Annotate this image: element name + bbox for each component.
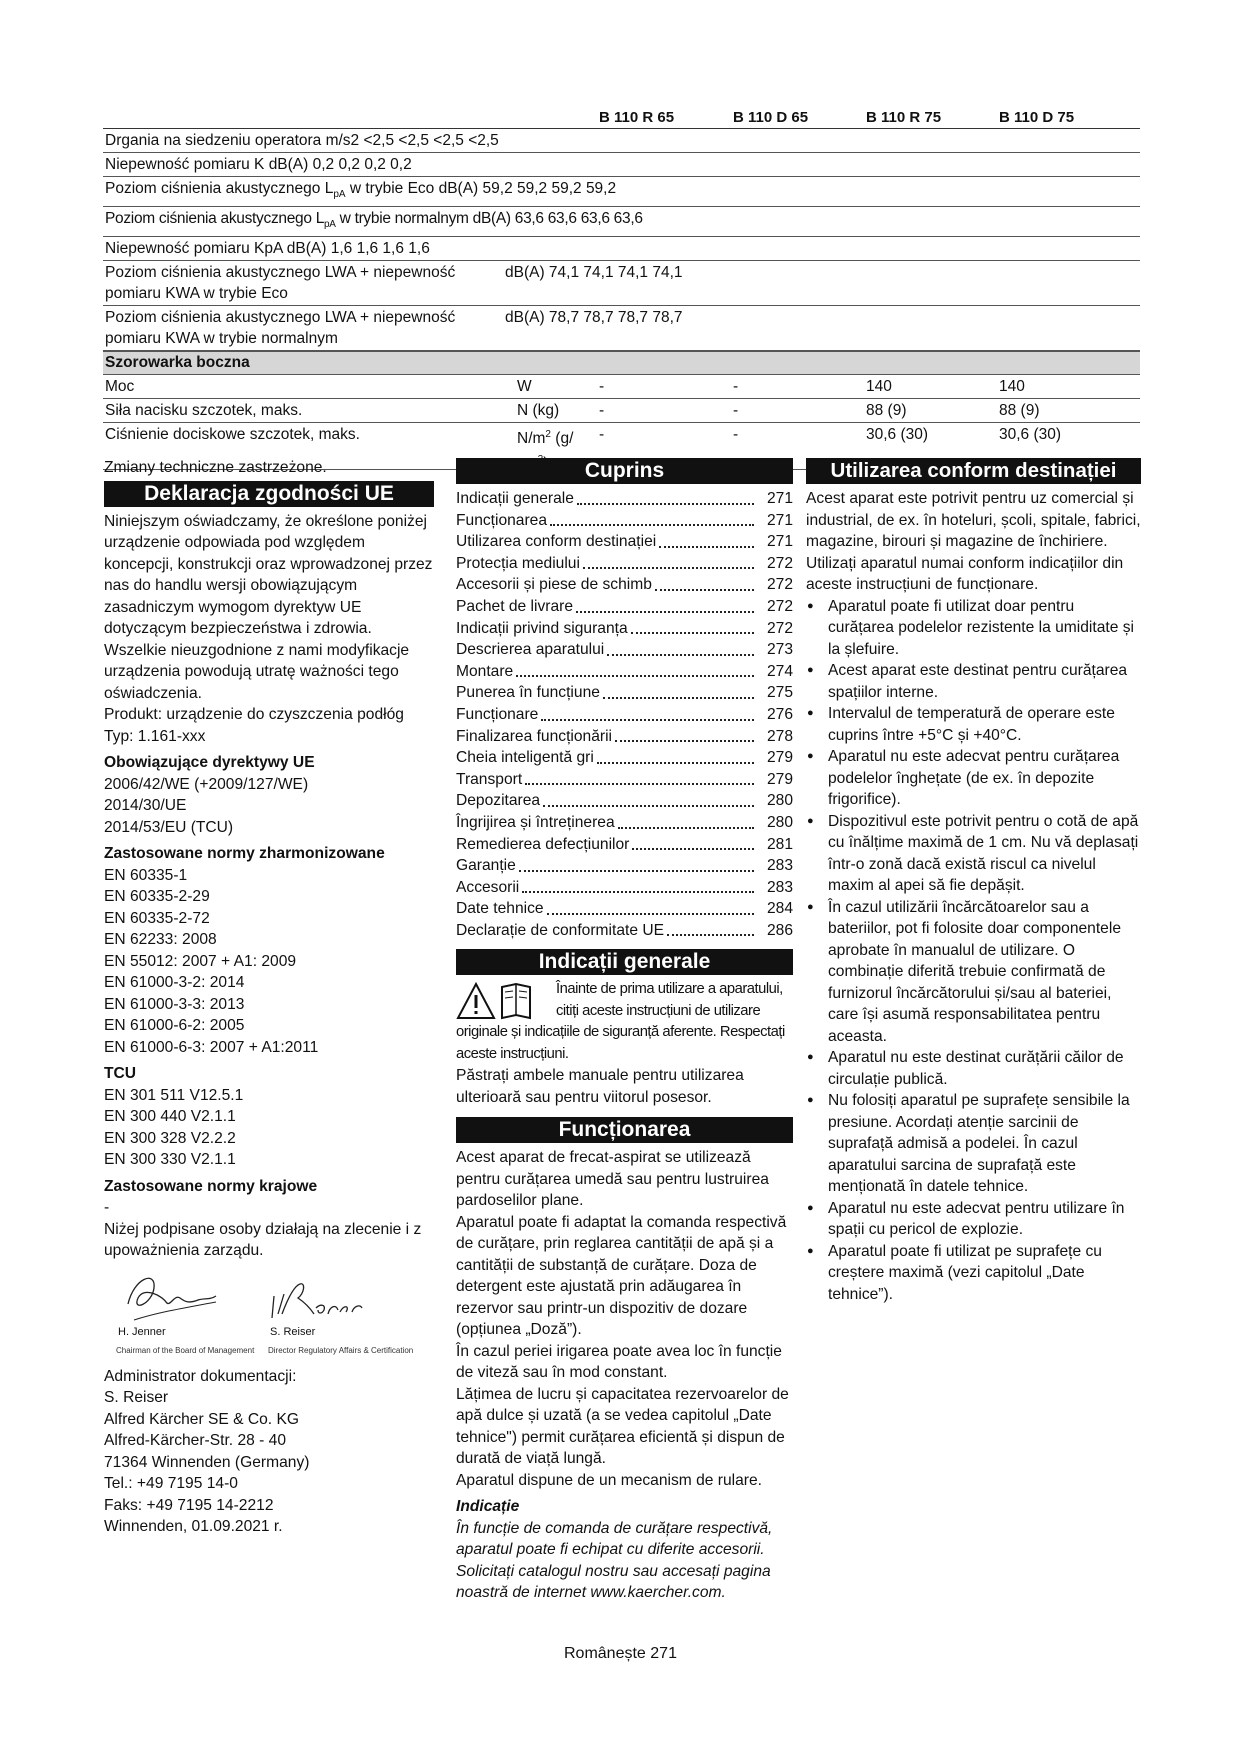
- national-norms-title: Zastosowane normy krajowe: [104, 1177, 318, 1195]
- function-text: În cazul periei irigarea poate avea loc în funcție de viteză sau în mod constant.: [456, 1342, 782, 1382]
- toc-item[interactable]: Accesorii și piese de schimb 272: [456, 576, 793, 594]
- address-line: Alfred Kärcher SE & Co. KG: [104, 1410, 299, 1428]
- toc-item[interactable]: Punerea în funcțiune 275: [456, 684, 793, 702]
- table-row: Niepewność pomiaru KpA dB(A) 1,6 1,6 1,6 1,6: [103, 237, 1140, 261]
- signatures-image: [104, 1268, 434, 1328]
- list-item: ● Aparatul poate fi utilizat doar pentru curățarea podelelor rezistente la umiditate și la șlefuire.: [806, 596, 1141, 661]
- toc-item[interactable]: Îngrijirea și întreținerea 280: [456, 814, 793, 831]
- right-column: [806, 458, 1141, 1305]
- list-item: ● Aparatul poate fi utilizat pe suprafețe cu creștere maximă (vezi capitolul „Date tehnice”).: [806, 1241, 1141, 1306]
- table-of-contents: [456, 488, 793, 941]
- list-item: ● Aparatul nu este adecvat pentru curățarea podelelor înghețate (de ex. în depozite frigorifice).: [806, 746, 1141, 811]
- page-footer: [0, 1645, 1241, 1663]
- norm-item: EN 61000-3-2: 2014: [104, 974, 245, 991]
- address-line: Tel.: +49 7195 14-0: [104, 1475, 238, 1492]
- tcu-item: EN 301 511 V12.5.1: [104, 1086, 244, 1104]
- list-item: ● Acest aparat este destinat pentru curățarea spațiilor interne.: [806, 660, 1141, 703]
- function-title: Funcționarea: [456, 1117, 793, 1143]
- list-item: ● Aparatul nu este destinat curățării căilor de circulație publică.: [806, 1047, 1141, 1090]
- toc-item[interactable]: Transport 279: [456, 770, 793, 788]
- toc-item[interactable]: Indicații privind siguranța 272: [456, 619, 793, 637]
- signer-1-name: H. Jenner: [118, 1325, 166, 1338]
- tcu-item: EN 300 328 V2.2.2: [104, 1129, 236, 1147]
- signer-2-name: S. Reiser: [270, 1325, 316, 1338]
- norm-item: EN 61000-6-2: 2005: [104, 1017, 245, 1034]
- national-norms-value: -: [104, 1199, 110, 1216]
- table-row: Niepewność pomiaru K dB(A) 0,2 0,2 0,2 0,2: [103, 153, 1140, 177]
- table-row: Ciśnienie dociskowe szczotek, maks. $N/m^2$ (g/ - - 30,6 (30) 30,6 (30): [103, 423, 1140, 470]
- col-header: B 110 R 65: [599, 109, 675, 126]
- table-row: Poziom ciśnienia akustycznego $L_{pA}$ w trybie normalnym dB(A) 63,6 63,6 63,6 63,6: [103, 207, 1140, 237]
- toc-item[interactable]: Funcționarea 271: [456, 511, 793, 529]
- col-header: B 110 R 75: [866, 109, 942, 126]
- note-title: Indicație: [456, 1498, 520, 1516]
- toc-item[interactable]: Indicații generale 271: [456, 490, 793, 508]
- table-row: Siła nacisku szczotek, maks. N (kg) - - 88 (9) 88 (9): [103, 399, 1140, 423]
- signatories-text: Niżej podpisane osoby działają na zlecenie i z upoważnienia zarządu.: [104, 1220, 422, 1259]
- norm-item: EN 62233: 2008: [104, 931, 217, 948]
- col-header: B 110 D 65: [733, 109, 809, 126]
- warning-icons: [456, 981, 548, 1021]
- toc-item[interactable]: Montare 274: [456, 662, 793, 680]
- function-text: Aparatul dispune de un mecanism de rulare.: [456, 1471, 762, 1489]
- directive-item: 2014/53/EU (TCU): [104, 818, 234, 836]
- address-line: S. Reiser: [104, 1389, 169, 1406]
- toc-item[interactable]: Funcționare 276: [456, 706, 793, 724]
- address-line: Winnenden, 01.09.2021 r.: [104, 1518, 283, 1535]
- intended-use-intro: Acest aparat este potrivit pentru uz comercial și industrial, de ex. în hoteluri, școli, spitale, fabrici, magazine, birouri și magazine de închiriere. Utilizați aparatul numai conform indicațiilor din aceste instrucțiuni de funcționare.: [806, 490, 1141, 593]
- toc-item[interactable]: Declarație de conformitate UE 286: [456, 921, 793, 939]
- tcu-title: TCU: [104, 1065, 137, 1082]
- tech-changes-note: Zmiany techniczne zastrzeżone.: [104, 459, 327, 476]
- toc-item[interactable]: Date tehnice 284: [456, 900, 793, 918]
- list-item: ● Aparatul nu este adecvat pentru utilizare în spații cu pericol de explozie.: [806, 1198, 1141, 1241]
- type-line: Typ: 1.161-xxx: [104, 727, 206, 745]
- table-row: Poziom ciśnienia akustycznego $L_{pA}$ w trybie Eco dB(A) 59,2 59,2 59,2 59,2: [103, 177, 1140, 207]
- address-line: Administrator dokumentacji:: [104, 1367, 297, 1385]
- spec-table: [103, 106, 1140, 470]
- warning-note: Înainte de prima utilizare a aparatului, citiți aceste instrucțiuni de utilizare originale și indicațiile de siguranță aferente. Respectați aceste instrucțiuni.: [456, 981, 785, 1062]
- norm-item: EN 60335-2-29: [104, 888, 210, 905]
- toc-item[interactable]: Protecția mediului 272: [456, 554, 793, 572]
- tcu-item: EN 300 440 V2.1.1: [104, 1108, 236, 1125]
- function-text: Aparatul poate fi adaptat la comanda respectivă de curățare, prin reglarea cantității de apă și a cantității de substanță de curățare. Doza de detergent este ajustată prin adăugarea în rezervor sau printr-un dispozitiv de dozare (opțiunea „Doză”).: [456, 1213, 787, 1339]
- warning-triangle-icon: [456, 981, 548, 1021]
- toc-item[interactable]: Utilizarea conform destinației 271: [456, 533, 793, 551]
- list-item: ● Intervalul de temperatură de operare este cuprins între +5°C și +40°C.: [806, 703, 1141, 746]
- norm-item: EN 60335-2-72: [104, 909, 210, 927]
- footer-language: Românește: [564, 1645, 646, 1662]
- signer-1-role: Chairman of the Board of Management: [116, 1345, 255, 1355]
- toc-item[interactable]: Descrierea aparatului 273: [456, 641, 793, 659]
- table-header: [103, 106, 1140, 129]
- toc-item[interactable]: Depozitarea 280: [456, 792, 793, 810]
- directives-title: Obowiązujące dyrektywy UE: [104, 754, 315, 771]
- toc-item[interactable]: Finalizarea funcționării 278: [456, 727, 793, 745]
- toc-title: Cuprins: [456, 458, 793, 484]
- function-text: Lățimea de lucru și capacitatea rezervoarelor de apă dulce și uzată (a se vedea capitolul „Date tehnice") permit curățarea eficientă și dispun de durată de viață lungă.: [456, 1385, 789, 1468]
- col-header: B 110 D 75: [999, 109, 1075, 126]
- list-item: ● Dispozitivul este potrivit pentru o cotă de apă cu înălțime maximă de 1 cm. Nu vă deplasați într-o zonă dacă există riscul ca nivelul maxim al apei să fie depășit.: [806, 811, 1141, 897]
- norm-item: EN 61000-6-3: 2007 + A1:2011: [104, 1038, 319, 1056]
- address-line: Alfred-Kärcher-Str. 28 - 40: [104, 1432, 287, 1449]
- toc-item[interactable]: Pachet de livrare 272: [456, 598, 793, 616]
- middle-column: [456, 458, 793, 1604]
- toc-item[interactable]: Cheia inteligentă gri 279: [456, 749, 793, 767]
- toc-item[interactable]: Accesorii 283: [456, 878, 793, 896]
- list-item: ● În cazul utilizării încărcătoarelor sau a bateriilor, pot fi folosite doar componentele aprobate în manualul de utilizare. O combinație diferită trebuie confirmată de furnizorul încărcătorului și/sau al bateriei, care își asumă responsabilitatea pentru aceasta.: [806, 897, 1141, 1048]
- function-text: Acest aparat de frecat-aspirat se utilizează pentru curățarea umedă sau pentru lustruirea pardoselilor plane.: [456, 1149, 769, 1210]
- norms-title: Zastosowane normy zharmonizowane: [104, 845, 385, 862]
- signature-block: [104, 1268, 434, 1356]
- directive-item: 2014/30/UE: [104, 797, 187, 814]
- table-row: Drgania na siedzeniu operatora m/s2 <2,5 <2,5 <2,5 <2,5: [103, 129, 1140, 153]
- declaration-title: Deklaracja zgodności UE: [104, 481, 434, 507]
- directive-item: 2006/42/WE (+2009/127/WE): [104, 775, 309, 793]
- tcu-item: EN 300 330 V2.1.1: [104, 1151, 236, 1168]
- intended-use-title: Utilizarea conform destinației: [806, 458, 1141, 484]
- address-line: 71364 Winnenden (Germany): [104, 1453, 310, 1471]
- product-line: Produkt: urządzenie do czyszczenia podłóg: [104, 706, 404, 723]
- norm-item: EN 61000-3-3: 2013: [104, 995, 245, 1013]
- list-item: ● Nu folosiți aparatul pe suprafețe sensibile la presiune. Acordați atenție sarcinii de suprafață admisă a podelei. În cazul aparatului sarcina de suprafață este menționată în datele tehnice.: [806, 1090, 1141, 1198]
- address-line: Faks: +49 7195 14-2212: [104, 1496, 274, 1514]
- general-title: Indicații generale: [456, 949, 793, 975]
- section-header: Szorowarka boczna: [103, 351, 1140, 375]
- left-column: [104, 457, 434, 1538]
- toc-item[interactable]: Remedierea defecțiunilor 281: [456, 835, 793, 853]
- table-row: Moc W - - 140 140: [103, 375, 1140, 399]
- signer-2-role: Director Regulatory Affairs & Certification: [268, 1345, 414, 1355]
- table-row: Poziom ciśnienia akustycznego LWA + niepewność pomiaru KWA w trybie normalnymdB(A) 78,7 78,7 78,7 78,7: [103, 306, 1140, 351]
- general-keep-text: Păstrați ambele manuale pentru utilizarea ulterioară sau pentru viitorul posesor.: [456, 1067, 744, 1106]
- note-text: În funcție de comanda de curățare respectivă, aparatul poate fi echipat cu diferite accesorii. Solicitați catalogul nostru sau accesați pagina noastră de internet www.kaercher.com.: [456, 1519, 773, 1602]
- toc-item[interactable]: Garanție 283: [456, 857, 793, 875]
- norm-item: EN 60335-1: [104, 866, 188, 884]
- intended-use-list: [806, 596, 1141, 1306]
- table-row: Poziom ciśnienia akustycznego LWA + niepewność pomiaru KWA w trybie EcodB(A) 74,1 74,1 74,1 74,1: [103, 261, 1140, 306]
- norm-item: EN 55012: 2007 + A1: 2009: [104, 952, 297, 970]
- declaration-text: Niniejszym oświadczamy, że określone poniżej urządzenie odpowiada pod względem koncepcji, konstrukcji oraz wprowadzonej przez nas do handlu wersji obowiązującym zasadniczym wymogom dyrektyw UE dotyczącym bezpieczeństwa i zdrowia. Wszelkie nieuzgodnione z nami modyfikacje urządzenia powodują utratę ważności tego oświadczenia.: [104, 512, 433, 702]
- footer-page-number: 271: [650, 1645, 677, 1662]
